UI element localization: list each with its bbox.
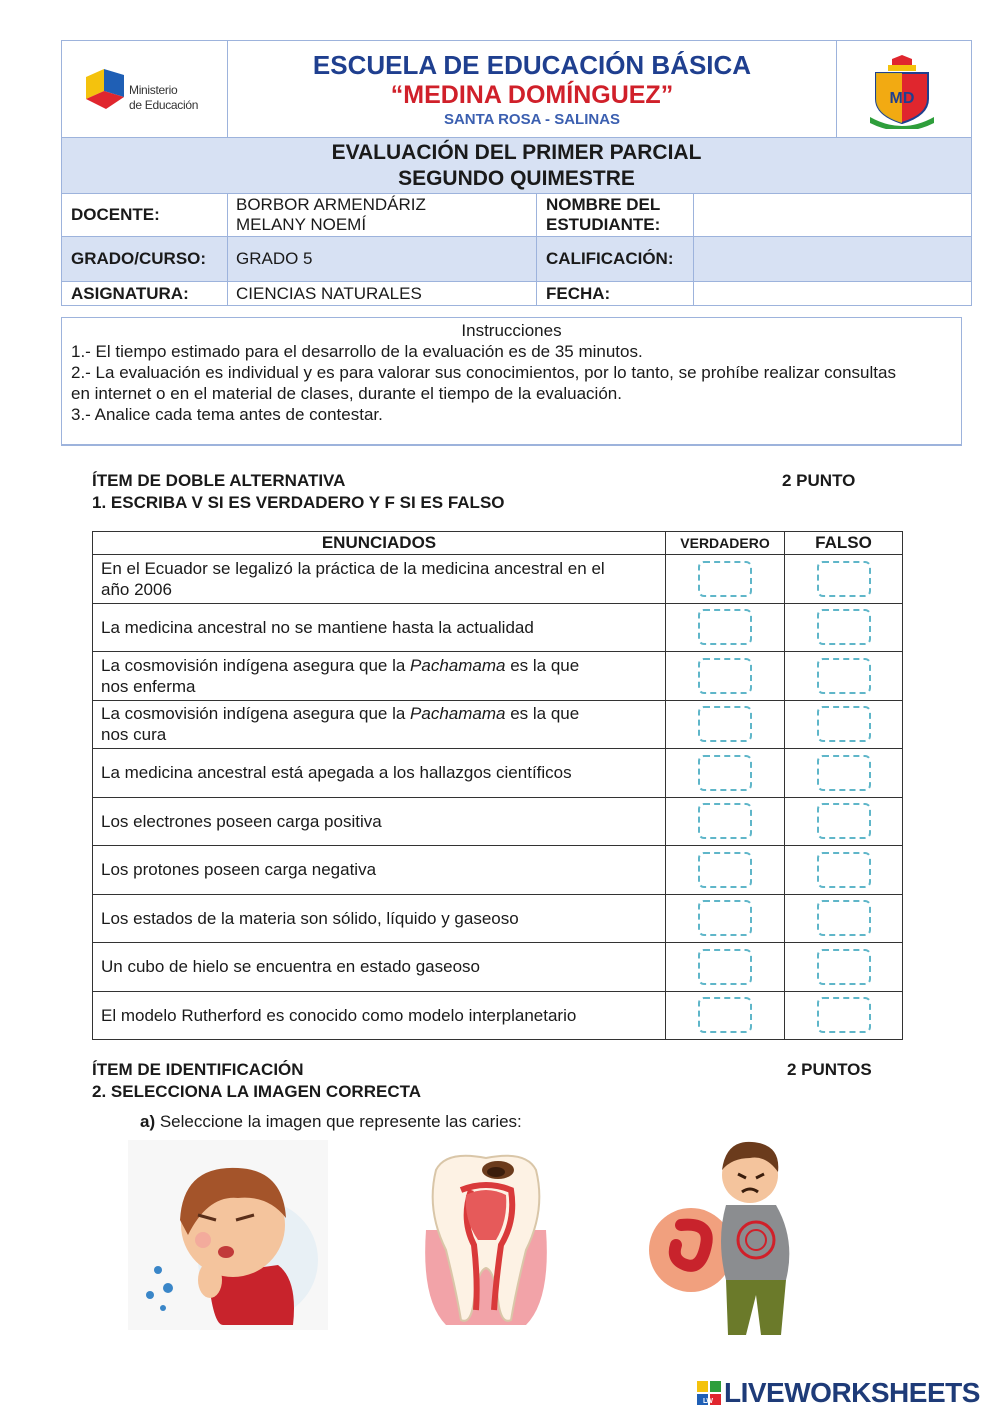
answer-box-false[interactable] xyxy=(817,755,871,791)
statement-part: La medicina ancestral está apegada a los hallazgos científicos xyxy=(101,763,572,783)
answer-cell-true xyxy=(666,797,785,846)
statement-row xyxy=(93,943,903,992)
brand-text: LIVEWORKSHEETS xyxy=(724,1377,980,1408)
answer-cell-false xyxy=(785,991,903,1040)
statement-text xyxy=(93,700,666,749)
statement-line-1 xyxy=(101,703,657,724)
answer-cell-true xyxy=(666,652,785,701)
asignatura-value: CIENCIAS NATURALES xyxy=(228,282,537,306)
answer-cell-false xyxy=(785,943,903,992)
liveworksheets-logo-icon xyxy=(697,1381,721,1405)
calificacion-field[interactable] xyxy=(694,237,972,282)
school-subname: “MEDINA DOMÍNGUEZ” xyxy=(390,81,674,109)
statement-part: Los estados de la materia son sólido, líquido y gaseoso xyxy=(101,908,519,928)
statement-line-1 xyxy=(101,859,657,880)
answer-cell-true xyxy=(666,555,785,604)
statement-line-1 xyxy=(101,1005,657,1026)
docente-value xyxy=(228,194,537,237)
statement-line-1 xyxy=(101,655,657,676)
calificacion-label: CALIFICACIÓN: xyxy=(537,237,694,282)
statement-row xyxy=(93,991,903,1040)
statement-line-1 xyxy=(101,811,657,832)
statement-row xyxy=(93,846,903,895)
instructions-box xyxy=(61,317,962,446)
info-table xyxy=(61,137,972,306)
eval-title-1: EVALUACIÓN DEL PRIMER PARCIAL xyxy=(331,140,702,164)
student-label-1: NOMBRE DEL xyxy=(546,195,661,214)
statement-line-2: año 2006 xyxy=(101,579,172,599)
logo-mark-text: LW xyxy=(703,1398,713,1405)
statement-row xyxy=(93,603,903,652)
option-stomachache-man-image[interactable] xyxy=(646,1130,816,1340)
statement-line-2: nos enferma xyxy=(101,676,196,696)
answer-cell-true xyxy=(666,749,785,798)
answer-box-true[interactable] xyxy=(698,852,752,888)
statement-text xyxy=(93,603,666,652)
fecha-label: FECHA: xyxy=(537,282,694,306)
school-crest-icon xyxy=(870,55,934,129)
statement-line-1 xyxy=(101,956,657,977)
answer-cell-false xyxy=(785,603,903,652)
liveworksheets-brand xyxy=(697,1377,980,1409)
instruction-2b: en internet o en el material de clases, durante el tiempo de la evaluación. xyxy=(71,384,622,403)
answer-cell-true xyxy=(666,846,785,895)
statement-row xyxy=(93,555,903,604)
section1-points: 2 PUNTO xyxy=(782,471,856,490)
statement-line-2: nos cura xyxy=(101,725,167,745)
true-false-body xyxy=(93,555,903,1040)
statement-part: El modelo Rutherford es conocido como modelo interplanetario xyxy=(101,1005,577,1025)
eval-title-2: SEGUNDO QUIMESTRE xyxy=(398,166,635,190)
answer-cell-false xyxy=(785,749,903,798)
student-label-2: ESTUDIANTE: xyxy=(546,215,661,234)
statement-line-1 xyxy=(101,762,657,783)
question-a-text: Seleccione la imagen que represente las caries: xyxy=(155,1112,522,1131)
statement-part: La cosmovisión indígena asegura que la xyxy=(101,704,411,724)
answer-box-false[interactable] xyxy=(817,949,871,985)
statement-row xyxy=(93,894,903,943)
statement-text xyxy=(93,846,666,895)
col-false-header: FALSO xyxy=(785,532,903,555)
answer-box-true[interactable] xyxy=(698,803,752,839)
answer-cell-false xyxy=(785,797,903,846)
statement-part: La cosmovisión indígena asegura que la xyxy=(101,655,411,675)
statement-text xyxy=(93,652,666,701)
eval-title-cell xyxy=(62,138,972,194)
section2-title: ÍTEM DE IDENTIFICACIÓN xyxy=(92,1060,304,1079)
col-statements-header: ENUNCIADOS xyxy=(93,532,666,555)
header-table xyxy=(61,40,972,138)
docente-value-2: MELANY NOEMÍ xyxy=(236,215,367,234)
answer-box-true[interactable] xyxy=(698,755,752,791)
answer-cell-false xyxy=(785,846,903,895)
statement-part: Un cubo de hielo se encuentra en estado gaseoso xyxy=(101,957,480,977)
answer-box-true[interactable] xyxy=(698,706,752,742)
answer-cell-false xyxy=(785,555,903,604)
answer-box-false[interactable] xyxy=(817,997,871,1033)
col-true-header: VERDADERO xyxy=(666,532,785,555)
option-sneezing-child-image[interactable] xyxy=(128,1140,328,1330)
student-name-field[interactable] xyxy=(694,194,972,237)
section1-subtitle: 1. ESCRIBA V SI ES VERDADERO Y F SI ES FALSO xyxy=(92,493,505,512)
statement-line-1 xyxy=(101,908,657,929)
ministry-line-1: Ministerio xyxy=(129,83,178,97)
asignatura-label: ASIGNATURA: xyxy=(62,282,228,306)
ministry-logo-cell xyxy=(62,41,228,138)
statement-emphasis: Pachamama xyxy=(410,704,506,724)
statement-part: Los protones poseen carga negativa xyxy=(101,860,377,880)
answer-box-true[interactable] xyxy=(698,609,752,645)
statement-row xyxy=(93,749,903,798)
answer-box-true[interactable] xyxy=(698,949,752,985)
answer-cell-false xyxy=(785,700,903,749)
grado-value: GRADO 5 xyxy=(228,237,537,282)
grado-label: GRADO/CURSO: xyxy=(62,237,228,282)
true-false-table xyxy=(92,531,903,1040)
school-crest-cell xyxy=(837,41,972,138)
school-name-cell xyxy=(228,41,837,138)
school-location: SANTA ROSA - SALINAS xyxy=(443,111,621,128)
option-tooth-caries-image[interactable] xyxy=(416,1150,556,1330)
docente-label: DOCENTE: xyxy=(62,194,228,237)
answer-cell-true xyxy=(666,991,785,1040)
docente-value-1: BORBOR ARMENDÁRIZ xyxy=(236,195,426,214)
school-name: ESCUELA DE EDUCACIÓN BÁSICA xyxy=(312,50,752,80)
statement-line-1 xyxy=(101,558,657,579)
statement-line-1 xyxy=(101,617,657,638)
answer-box-false[interactable] xyxy=(817,852,871,888)
instruction-2a: 2.- La evaluación es individual y es para valorar sus conocimientos, por lo tanto, se prohíbe realizar consultas xyxy=(71,363,896,382)
section1-title: ÍTEM DE DOBLE ALTERNATIVA xyxy=(92,471,346,490)
answer-cell-true xyxy=(666,700,785,749)
answer-cell-false xyxy=(785,652,903,701)
answer-cell-true xyxy=(666,943,785,992)
statement-part: La medicina ancestral no se mantiene hasta la actualidad xyxy=(101,617,534,637)
answer-box-true[interactable] xyxy=(698,658,752,694)
student-name-label xyxy=(537,194,694,237)
section2-subtitle: 2. SELECCIONA LA IMAGEN CORRECTA xyxy=(92,1082,421,1101)
statement-text xyxy=(93,894,666,943)
answer-cell-true xyxy=(666,894,785,943)
question-a-letter: a) xyxy=(140,1112,156,1131)
statement-text xyxy=(93,555,666,604)
statement-part: Los electrones poseen carga positiva xyxy=(101,811,382,831)
statement-row xyxy=(93,652,903,701)
answer-box-true[interactable] xyxy=(698,561,752,597)
statement-row xyxy=(93,700,903,749)
instruction-1: 1.- El tiempo estimado para el desarrollo de la evaluación es de 35 minutos. xyxy=(71,342,643,361)
section2-points: 2 PUNTOS xyxy=(787,1060,872,1079)
question-a xyxy=(140,1112,522,1132)
crest-letters: MD xyxy=(889,90,915,107)
answer-box-true[interactable] xyxy=(698,900,752,936)
answer-box-false[interactable] xyxy=(817,706,871,742)
statement-part: es la que xyxy=(505,655,580,675)
ministry-text xyxy=(129,83,198,113)
ministry-logo-icon xyxy=(84,67,126,111)
answer-box-false[interactable] xyxy=(817,609,871,645)
statement-text xyxy=(93,991,666,1040)
ministry-line-2: de Educación xyxy=(129,98,199,112)
statement-part: En el Ecuador se legalizó la práctica de la medicina ancestral en el xyxy=(101,558,605,578)
answer-cell-true xyxy=(666,603,785,652)
statement-row xyxy=(93,797,903,846)
statement-text xyxy=(93,797,666,846)
statement-emphasis: Pachamama xyxy=(410,655,506,675)
fecha-field[interactable] xyxy=(694,282,972,306)
answer-box-false[interactable] xyxy=(817,900,871,936)
answer-box-false[interactable] xyxy=(817,803,871,839)
statement-part: es la que xyxy=(505,704,580,724)
instructions-title: Instrucciones xyxy=(461,321,562,340)
instruction-3: 3.- Analice cada tema antes de contestar. xyxy=(71,405,383,424)
answer-box-false[interactable] xyxy=(817,658,871,694)
statement-text xyxy=(93,749,666,798)
answer-box-true[interactable] xyxy=(698,997,752,1033)
answer-box-false[interactable] xyxy=(817,561,871,597)
statement-text xyxy=(93,943,666,992)
answer-cell-false xyxy=(785,894,903,943)
